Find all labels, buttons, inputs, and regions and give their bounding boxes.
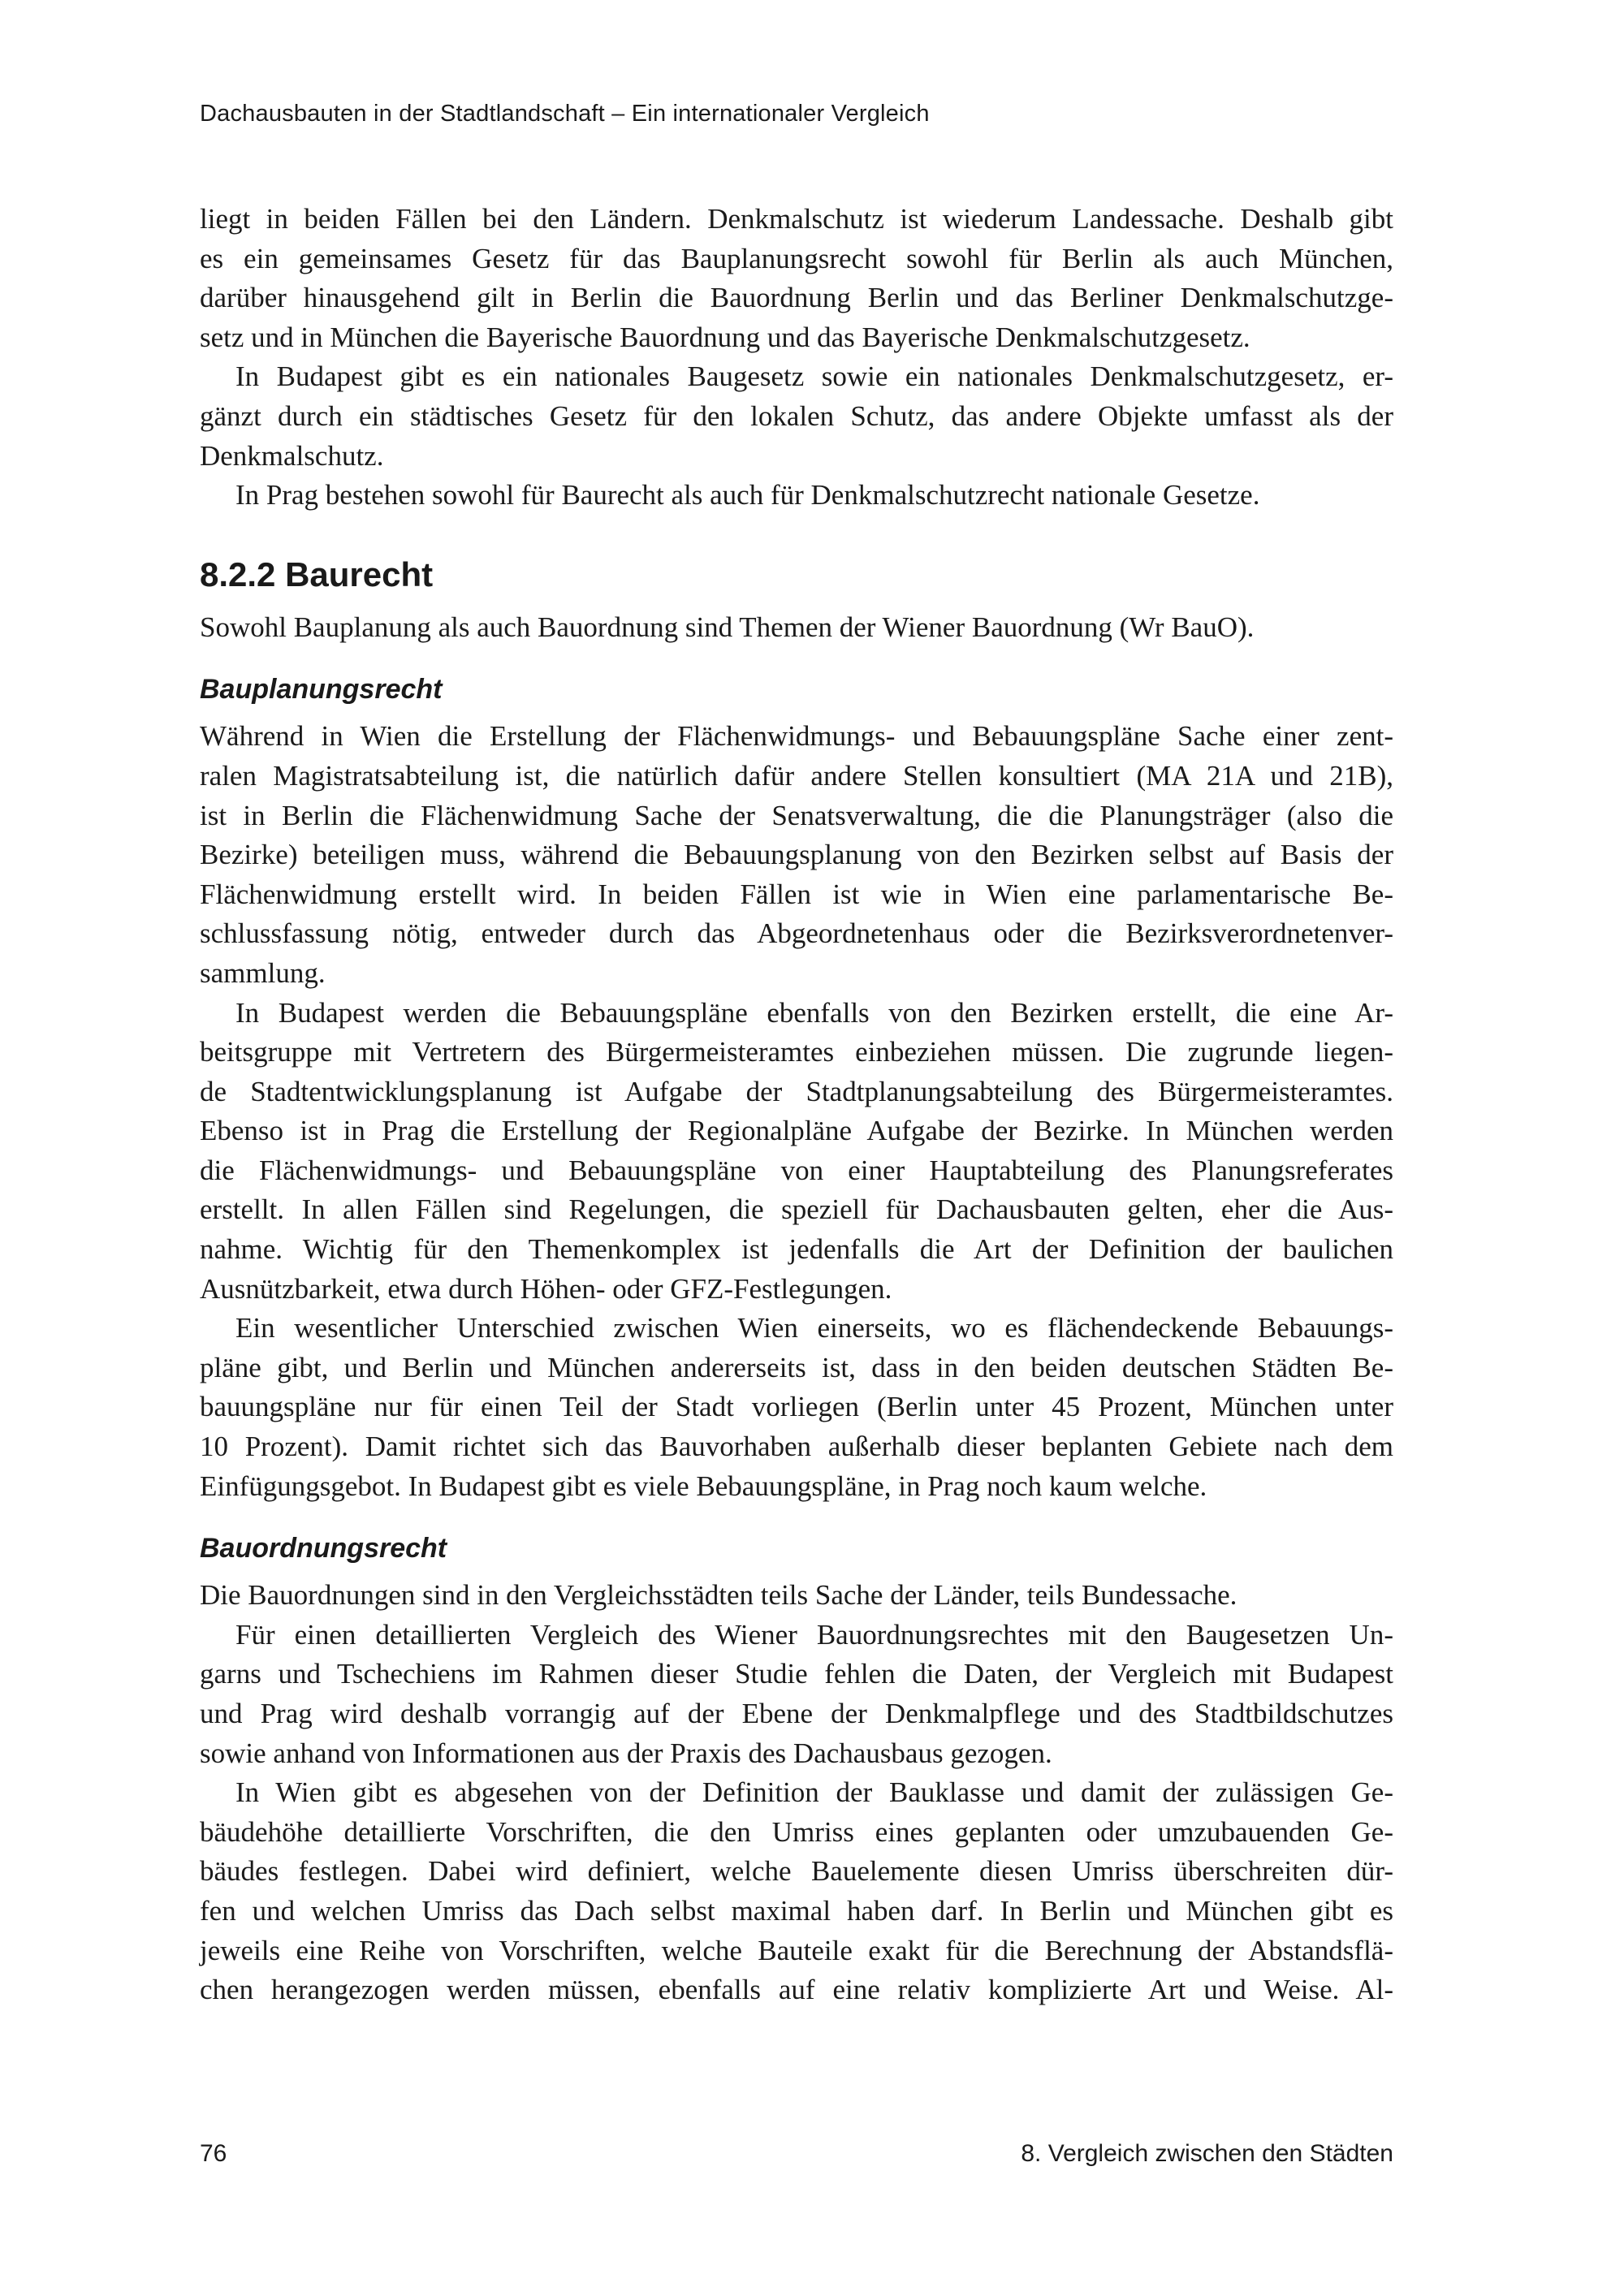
text-line: In Wien gibt es abgesehen von der Definition der Bauklasse und damit der zulässigen Ge-: [235, 1776, 1393, 1809]
running-header: Dachausbauten in der Stadtlandschaft – Ein internationaler Vergleich: [200, 101, 930, 127]
text-line: ist in Berlin die Flächenwidmung Sache der Senatsverwaltung, die die Planungsträger (also die: [200, 799, 1393, 831]
text-line: und Prag wird deshalb vorrangig auf der Ebene der Denkmalpflege und des Stadtbildschutzes: [200, 1698, 1393, 1729]
text-line: Flächenwidmung erstellt wird. In beiden Fällen ist wie in Wien eine parlamentarische Be-: [200, 878, 1393, 910]
text-line: pläne gibt, und Berlin und München andererseits ist, dass in den beiden deutschen Städten Be-: [200, 1351, 1393, 1383]
text-line: Während in Wien die Erstellung der Flächenwidmungs- und Bebauungspläne Sache einer zent-: [200, 720, 1393, 753]
text-line: jeweils eine Reihe von Vorschriften, welche Bauteile exakt für die Berechnung der Abstandsflä-: [200, 1934, 1393, 1966]
intro-paragraphs: [200, 200, 1393, 516]
subheading-bauplanungsrecht: Bauplanungsrecht: [200, 674, 443, 706]
text-line: In Prag bestehen sowohl für Baurecht als auch für Denkmalschutzrecht nationale Gesetze.: [235, 479, 1260, 511]
text-line: erstellt. In allen Fällen sind Regelungen, die speziell für Dachausbauten gelten, eher die Aus-: [200, 1193, 1393, 1226]
text-line: gänzt durch ein städtisches Gesetz für den lokalen Schutz, das andere Objekte umfasst als der: [200, 399, 1393, 432]
text-line: schlussfassung nötig, entweder durch das Abgeordnetenhaus oder die Bezirksverordnetenver-: [200, 917, 1393, 950]
bauordnungsrecht-paragraphs: [200, 1576, 1393, 2010]
subheading-bauordnungsrecht: Bauordnungsrecht: [200, 1533, 447, 1564]
text-line: Bezirke) beteiligen muss, während die Bebauungsplanung von den Bezirken selbst auf Basis der: [200, 839, 1393, 871]
text-line: garns und Tschechiens im Rahmen dieser Studie fehlen die Daten, der Vergleich mit Budapest: [200, 1658, 1393, 1690]
text-line: sammlung.: [200, 956, 326, 989]
page-number: 76: [200, 2140, 227, 2167]
text-line: setz und in München die Bayerische Bauordnung und das Bayerische Denkmalschutzgesetz.: [200, 321, 1250, 353]
text-line: Ebenso ist in Prag die Erstellung der Regionalpläne Aufgabe der Bezirke. In München werden: [200, 1115, 1393, 1147]
text-line: Ein wesentlicher Unterschied zwischen Wien einerseits, wo es flächendeckende Bebauungs-: [235, 1312, 1393, 1344]
text-line: bauungspläne nur für einen Teil der Stadt vorliegen (Berlin unter 45 Prozent, München unter: [200, 1391, 1393, 1423]
text-line: sowie anhand von Informationen aus der Praxis des Dachausbaus gezogen.: [200, 1737, 1052, 1769]
text-line: bäudes festlegen. Dabei wird definiert, welche Bauelemente diesen Umriss überschreiten dür-: [200, 1855, 1393, 1888]
text-line: chen herangezogen werden müssen, ebenfalls auf eine relativ komplizierte Art und Weise. Al-: [200, 1974, 1393, 2006]
text-line: beitsgruppe mit Vertretern des Bürgermeisteramtes einbeziehen müssen. Die zugrunde liegen-: [200, 1036, 1393, 1068]
text-line: In Budapest gibt es ein nationales Baugesetz sowie ein nationales Denkmalschutzgesetz, er-: [235, 360, 1393, 393]
text-line: Die Bauordnungen sind in den Vergleichsstädten teils Sache der Länder, teils Bundessache.: [200, 1579, 1237, 1612]
text-line: bäudehöhe detaillierte Vorschriften, die den Umriss eines geplanten oder umzubauenden Ge-: [200, 1815, 1393, 1848]
chapter-footer: 8. Vergleich zwischen den Städten: [1021, 2140, 1393, 2167]
text-line: es ein gemeinsames Gesetz für das Bauplanungsrecht sowohl für Berlin als auch München,: [200, 242, 1393, 274]
text-line: Für einen detaillierten Vergleich des Wiener Bauordnungsrechtes mit den Baugesetzen Un-: [235, 1618, 1393, 1651]
text-line: ralen Magistratsabteilung ist, die natürlich dafür andere Stellen konsultiert (MA 21A und 21B),: [200, 759, 1393, 792]
section-intro-line: Sowohl Bauplanung als auch Bauordnung sind Themen der Wiener Bauordnung (Wr BauO).: [200, 611, 1255, 643]
text-line: de Stadtentwicklungsplanung ist Aufgabe der Stadtplanungsabteilung des Bürgermeisteramtes.: [200, 1075, 1393, 1107]
text-line: Einfügungsgebot. In Budapest gibt es viele Bebauungspläne, in Prag noch kaum welche.: [200, 1470, 1207, 1502]
text-line: darüber hinausgehend gilt in Berlin die Bauordnung Berlin und das Berliner Denkmalschutzge-: [200, 282, 1393, 314]
text-line: In Budapest werden die Bebauungspläne ebenfalls von den Bezirken erstellt, die eine Ar-: [235, 996, 1393, 1029]
text-line: Ausnützbarkeit, etwa durch Höhen- oder GFZ-Festlegungen.: [200, 1272, 892, 1305]
text-line: Denkmalschutz.: [200, 439, 384, 472]
text-line: die Flächenwidmungs- und Bebauungspläne von einer Hauptabteilung des Planungsreferates: [200, 1154, 1393, 1186]
bauplanungsrecht-paragraphs: [200, 717, 1393, 1506]
text-line: nahme. Wichtig für den Themenkomplex ist jedenfalls die Art der Definition der baulichen: [200, 1233, 1393, 1266]
text-line: 10 Prozent). Damit richtet sich das Bauvorhaben außerhalb dieser beplanten Gebiete nach dem: [200, 1431, 1393, 1463]
section-heading: 8.2.2 Baurecht: [200, 555, 434, 593]
page-body: [200, 200, 1393, 2010]
text-line: liegt in beiden Fällen bei den Ländern. Denkmalschutz ist wiederum Landessache. Deshalb gibt: [200, 203, 1393, 235]
text-line: fen und welchen Umriss das Dach selbst maximal haben darf. In Berlin und München gibt es: [200, 1894, 1393, 1927]
